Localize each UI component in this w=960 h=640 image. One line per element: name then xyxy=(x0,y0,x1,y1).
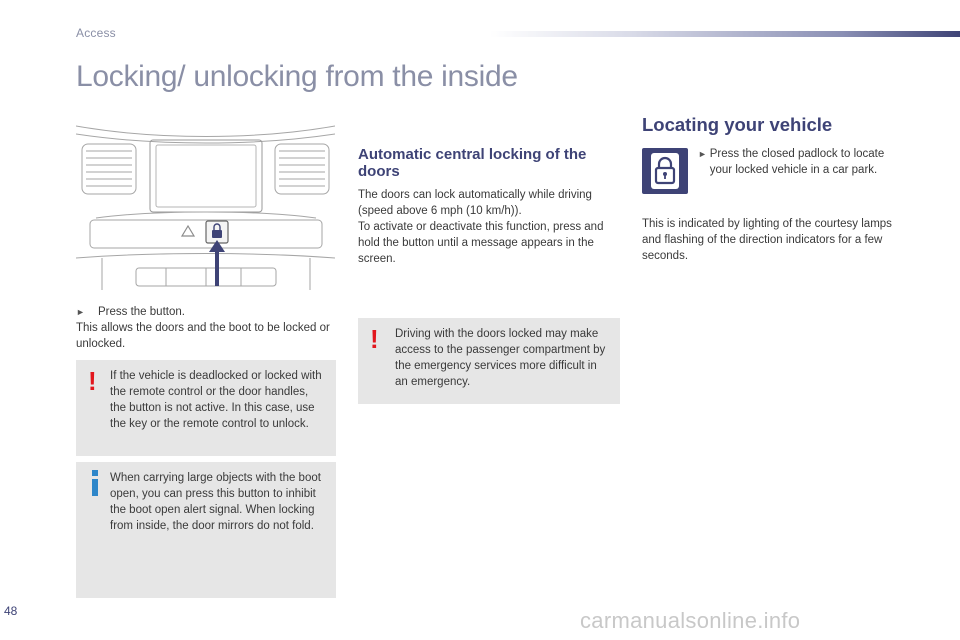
locate-press-text: Press the closed padlock to locate your locked vehicle in a car park. xyxy=(709,148,885,176)
warning-box-emergency xyxy=(358,318,620,404)
warning-text: If the vehicle is deadlocked or locked with the remote control or the door handles, the button is not active. In this case, use the key or the remote control to unlock. xyxy=(110,370,322,430)
padlock-icon xyxy=(642,148,688,194)
warning-text: Driving with the doors locked may make access to the passenger compartment by the emergency services more difficult in an emergency. xyxy=(395,328,606,388)
locate-instruction xyxy=(698,146,894,178)
padlock-button-icon xyxy=(642,148,688,194)
bullet-icon: ► xyxy=(698,149,707,159)
locate-indicated-text: This is indicated by lighting of the courtesy lamps and flashing of the direction indicators for a few seconds. xyxy=(642,218,892,262)
auto-lock-text xyxy=(358,187,620,267)
dashboard-illustration xyxy=(76,118,335,290)
auto-lock-paragraph-1: The doors can lock automatically while driving (speed above 6 mph (10 km/h)). xyxy=(358,189,592,217)
page-title: Locking/ unlocking from the inside xyxy=(76,60,518,93)
watermark: carmanualsonline.info xyxy=(580,608,801,633)
press-instruction xyxy=(76,304,338,352)
info-text: When carrying large objects with the boot open, you can press this button to inhibit the boot open alert signal. When locking from inside, the door mirrors do not fold. xyxy=(110,472,321,532)
info-icon xyxy=(90,470,100,496)
auto-lock-paragraph-2: To activate or deactivate this function, press and hold the button until a message appears in the screen. xyxy=(358,221,604,265)
header-gradient-bar xyxy=(490,31,960,37)
warning-icon: ! xyxy=(370,324,379,354)
header-section-label: Access xyxy=(76,26,116,40)
locate-heading: Locating your vehicle xyxy=(642,114,833,135)
auto-lock-heading: Automatic central locking of the doors xyxy=(358,146,587,180)
page-number: 48 xyxy=(4,604,18,618)
press-bullet-text: Press the button. xyxy=(98,306,185,318)
info-box-boot xyxy=(76,462,336,598)
warning-icon: ! xyxy=(88,366,97,396)
warning-box-deadlock xyxy=(76,360,336,456)
press-description: This allows the doors and the boot to be locked or unlocked. xyxy=(76,322,330,350)
bullet-icon: ► xyxy=(76,307,85,317)
